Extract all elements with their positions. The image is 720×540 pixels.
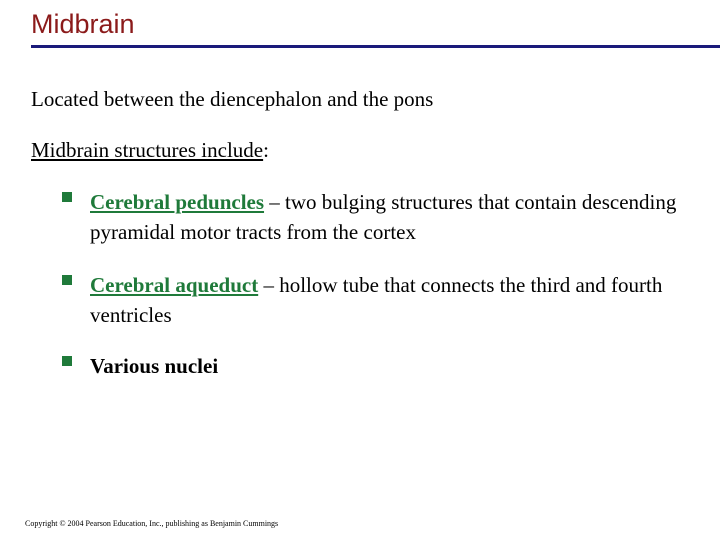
structures-heading xyxy=(31,136,269,164)
title-divider xyxy=(31,45,720,48)
intro-line: Located between the diencephalon and the pons xyxy=(31,87,434,111)
slide-title: Midbrain xyxy=(31,9,135,39)
bullet-cerebral-aqueduct xyxy=(62,270,702,330)
description-cerebral-aqueduct: – hollow tube that connects the third and fourth ventricles xyxy=(90,273,663,327)
copyright-notice: Copyright © 2004 Pearson Education, Inc., publishing as Benjamin Cummings xyxy=(25,519,279,528)
square-bullet-icon xyxy=(62,356,72,366)
description-cerebral-peduncles: – two bulging structures that contain descending pyramidal motor tracts from the cortex xyxy=(90,190,677,244)
structures-label: Midbrain structures include xyxy=(31,138,264,162)
bullet-cerebral-peduncles xyxy=(62,187,702,247)
term-various-nuclei: Various nuclei xyxy=(90,354,219,378)
term-cerebral-aqueduct: Cerebral aqueduct xyxy=(90,273,259,297)
square-bullet-icon xyxy=(62,275,72,285)
square-bullet-icon xyxy=(62,192,72,202)
term-cerebral-peduncles: Cerebral peduncles xyxy=(90,190,265,214)
bullet-various-nuclei xyxy=(62,351,702,381)
structures-colon: : xyxy=(263,138,269,162)
